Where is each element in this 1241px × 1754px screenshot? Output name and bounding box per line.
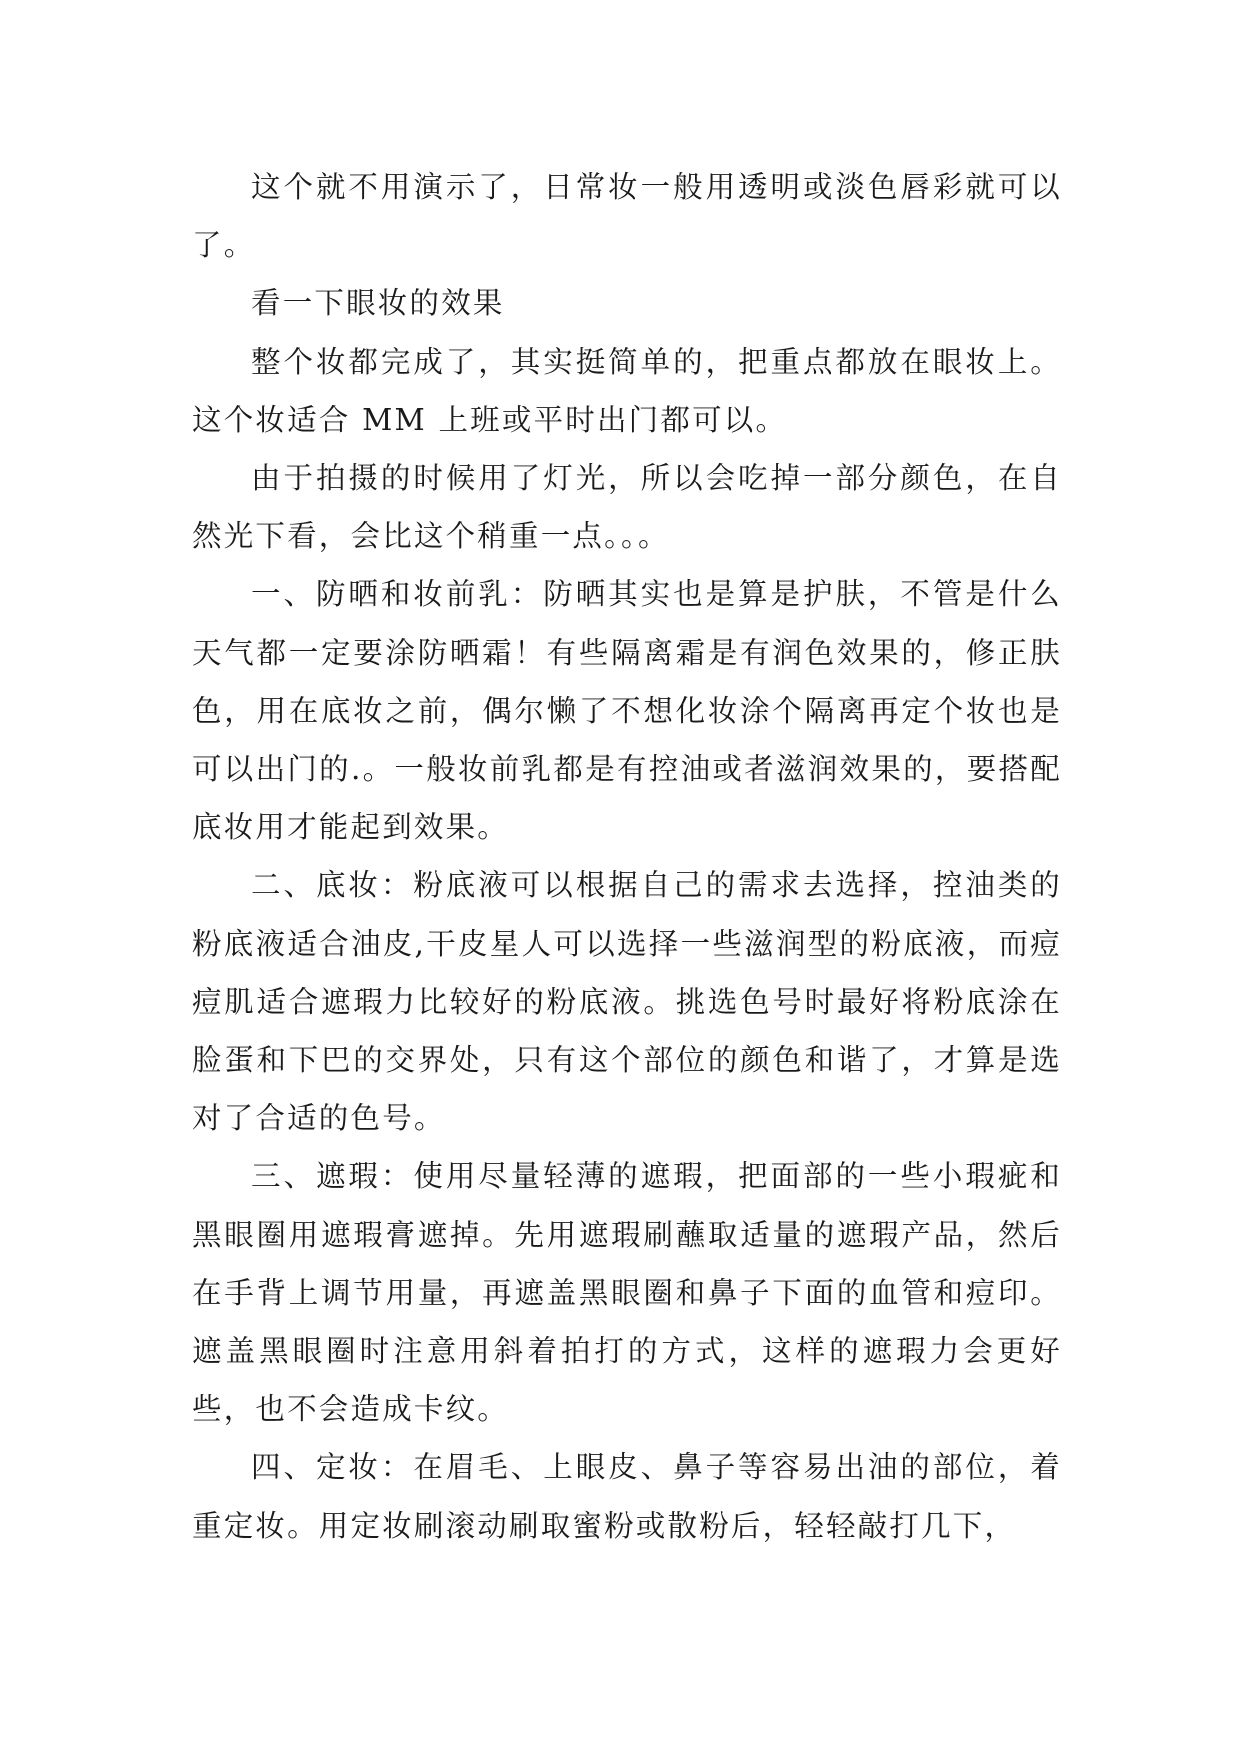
paragraph-step-sunscreen-primer: 一、防晒和妆前乳：防晒其实也是算是护肤，不管是什么天气都一定要涂防晒霜！有些隔离霜是有润色效果的，修正肤色，用在底妆之前，偶尔懒了不想化妆涂个隔离再定个妆也是可以出门的.。一般妆前乳都是有控油或者滋润效果的，要搭配底妆用才能起到效果。 — [192, 577, 1062, 845]
paragraph-step-foundation: 二、底妆：粉底液可以根据自己的需求去选择，控油类的粉底液适合油皮,干皮星人可以选择一些滋润型的粉底液，而痘痘肌适合遮瑕力比较好的粉底液。挑选色号时最好将粉底涂在脸蛋和下巴的交界处，只有这个部位的颜色和谐了，才算是选对了合适的色号。 — [192, 868, 1062, 1136]
body-text — [192, 158, 1062, 1555]
paragraph-lip-gloss: 这个就不用演示了，日常妆一般用透明或淡色唇彩就可以了。 — [192, 170, 1062, 263]
paragraph-makeup-complete: 整个妆都完成了，其实挺简单的，把重点都放在眼妆上。这个妆适合 MM 上班或平时出门都可以。 — [192, 344, 1062, 437]
paragraph-step-setting: 四、定妆：在眉毛、上眼皮、鼻子等容易出油的部位，着重定妆。用定妆刷滚动刷取蜜粉或散粉后，轻轻敲打几下， — [192, 1450, 1062, 1543]
paragraph-lighting-note: 由于拍摄的时候用了灯光，所以会吃掉一部分颜色，在自然光下看，会比这个稍重一点。。。 — [192, 461, 1062, 554]
paragraph-eye-makeup-effect: 看一下眼妆的效果 — [251, 286, 505, 321]
paragraph-step-concealer: 三、遮瑕：使用尽量轻薄的遮瑕，把面部的一些小瑕疵和黑眼圈用遮瑕膏遮掉。先用遮瑕刷蘸取适量的遮瑕产品，然后在手背上调节用量，再遮盖黑眼圈和鼻子下面的血管和痘印。遮盖黑眼圈时注意用斜着拍打的方式，这样的遮瑕力会更好些，也不会造成卡纹。 — [192, 1159, 1062, 1427]
